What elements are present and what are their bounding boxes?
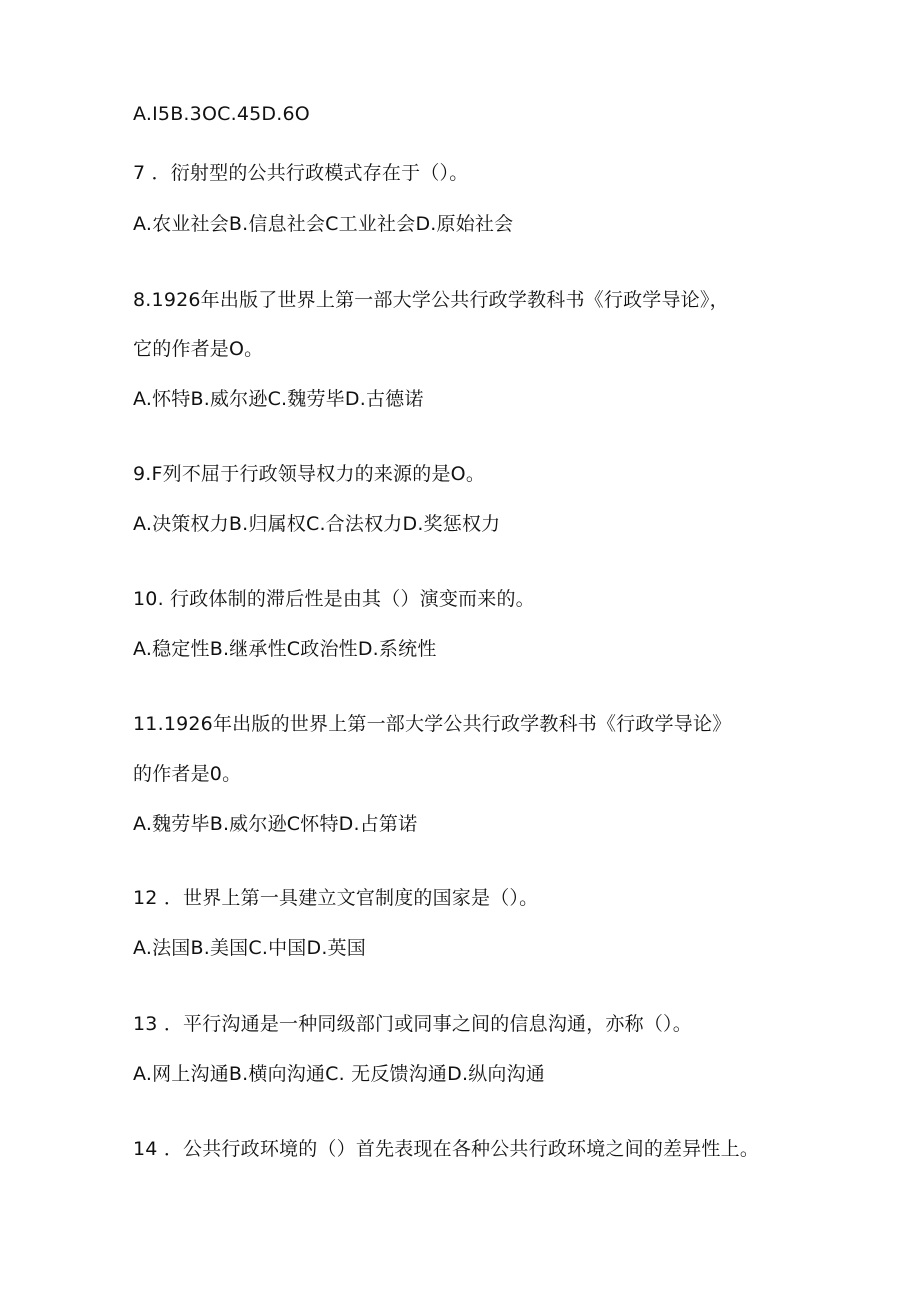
question-11-line-2: 的作者是0。 — [133, 763, 242, 785]
question-9: 9.F列不屈于行政领导权力的来源的是O。 — [133, 463, 486, 485]
question-10: 10. 行政体制的滞后性是由其（）演变而来的。 — [133, 588, 535, 610]
question-7: 7 ．衍射型的公共行政模式存在于（）。 — [133, 162, 469, 184]
answer-options-8: A.怀特B.威尔逊C.魏劳毕D.古德诺 — [133, 388, 424, 410]
answer-options-13: A.网上沟通B.横向沟通C. 无反馈沟通D.纵向沟通 — [133, 1063, 545, 1085]
question-8-line-1: 8.1926年出版了世界上第一部大学公共行政学教科书《行政学导论》， — [133, 289, 729, 311]
question-12: 12 ．世界上第一具建立文官制度的国家是（）。 — [133, 887, 539, 909]
question-14: 14 ．公共行政环境的（）首先表现在各种公共行政环境之间的差异性上。 — [133, 1138, 760, 1160]
answer-options-9: A.决策权力B.归属权C.合法权力D.奖惩权力 — [133, 513, 501, 535]
answer-options-7: A.农业社会B.信息社会C工业社会D.原始社会 — [133, 213, 514, 235]
answer-options-10: A.稳定性B.继承性C政治性D.系统性 — [133, 638, 437, 660]
question-8-line-2: 它的作者是O。 — [133, 338, 264, 360]
question-13: 13 ．平行沟通是一种同级部门或同事之间的信息沟通，亦称（）。 — [133, 1013, 692, 1035]
question-11-line-1: 11.1926年出版的世界上第一部大学公共行政学教科书《行政学导论》 — [133, 713, 732, 735]
answer-options-11: A.魏劳毕B.威尔逊C怀特D.占第诺 — [133, 813, 418, 835]
answer-options-12: A.法国B.美国C.中国D.英国 — [133, 937, 366, 959]
answer-options-6: A.I5B.3OC.45D.6O — [133, 103, 310, 125]
